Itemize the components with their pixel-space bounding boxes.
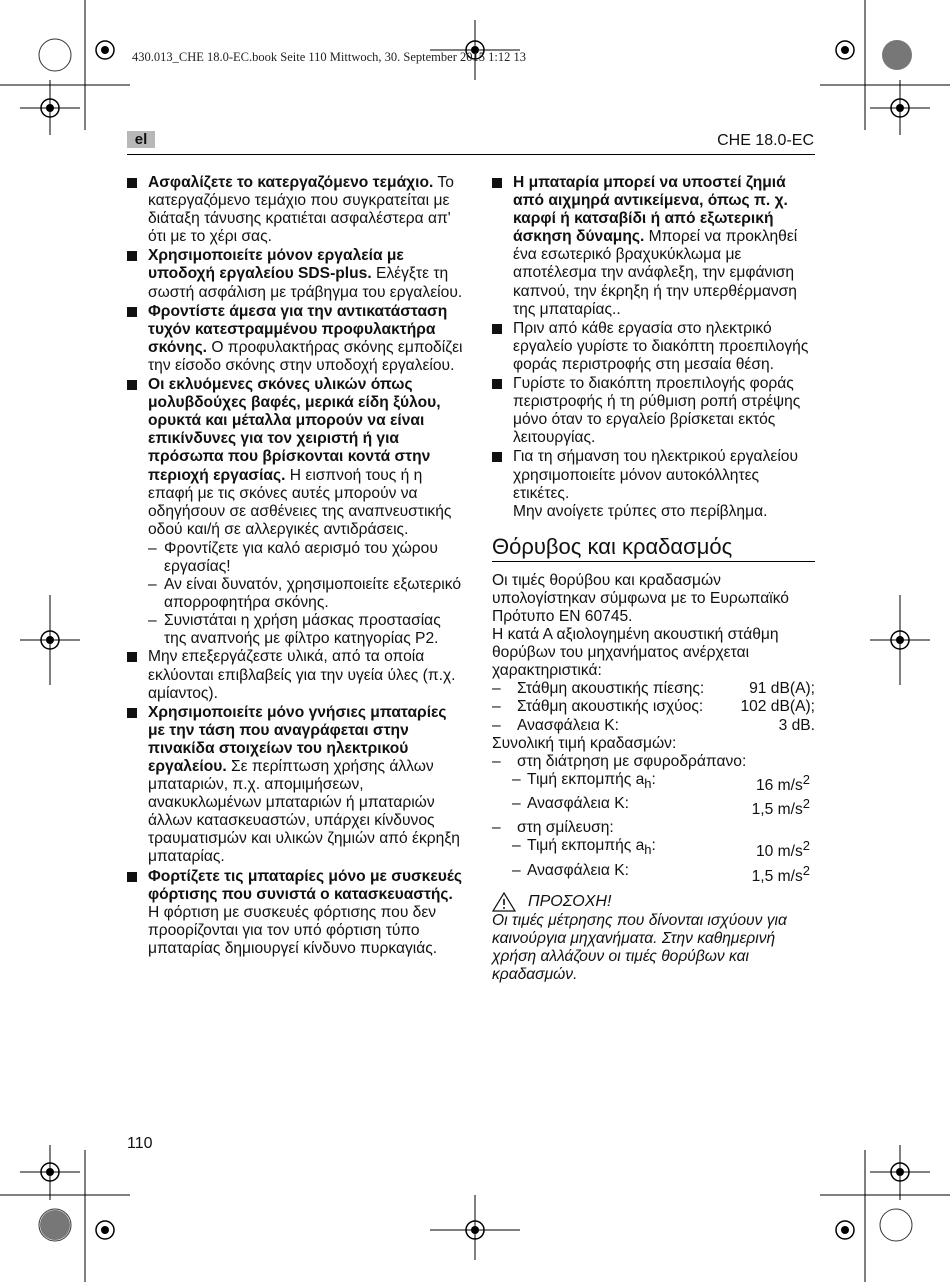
dash-item: – Αν είναι δυνατόν, χρησιμοποιείτε εξωτερικό απορροφητήρα σκόνης. [127,576,467,612]
vibration-row: – Τιμή εκπομπής $a_h$: 16 $m/s^2$ [512,770,810,794]
bullet-item: Φροντίστε άμεσα για την αντικατάσταση τυχόν κατεστραμμένου προφυλακτήρα σκόνης. Ο προφυλακτήρας σκόνης εμποδίζει την είσοδο σκόνης στην υποδοχή εργαλείου. [127,303,467,375]
dash-item: – Συνιστάται η χρήση μάσκας προστασίας της αναπνοής με φίλτρο κατηγορίας P2. [127,612,467,648]
dash-item: – Φροντίζετε για καλό αερισμό του χώρου εργασίας! [127,540,467,576]
vibration-row: – Ανασφάλεια K: 1,5 $m/s^2$ [512,861,810,885]
print-slug: 430.013_CHE 18.0-EC.book Seite 110 Mittwoch, 30. September 2015 1:12 13 [132,50,526,64]
bullet-item: Η μπαταρία μπορεί να υποστεί ζημιά από αιχμηρά αντικείμενα, όπως π. χ. καρφί ή κατσαβίδι ή από εξωτερική άσκηση δύναμης. Μπορεί να προκληθεί ένα εσωτερικό βραχυκύκλωμα με αποτέλεσμα την ανάφλεξη, την εμφάνιση καπνού, την έκρηξη ή την υπερθέρμανση της μπαταρίας.. [492,174,815,319]
bullet-item: Φορτίζετε τις μπαταρίες μόνο με συσκευές φόρτισης που συνιστά ο κατασκευαστής. Η φόρτιση με συσκευές φόρτισης που δεν προορίζονται για τον υπό φόρτιση τύπο μπαταρίας δημιουργεί κίνδυνο πυρκαγιάς. [127,868,467,958]
noise-row: – Ανασφάλεια K: 3 dB. [492,716,815,734]
bullet-item: Χρησιμοποιείτε μόνο γνήσιες μπαταρίες με την τάση που αναγράφεται στην πινακίδα στοιχείων του ηλεκτρικού εργαλείου. Σε περίπτωση χρήσης άλλων μπαταριών, π.χ. απομιμήσεων, ανακυκλωμένων μπαταριών ή μπαταριών άλλων κατασκευαστών, υπάρχει κίνδυνος τραυματισμών και υλικών ζημιών από έκρηξη μπαταρίας. [127,704,467,867]
vibration-title: Συνολική τιμή κραδασμών: [492,734,677,752]
vibration-mode: – στη διάτρηση με σφυροδράπανο: [492,752,747,770]
bullet-item: Πριν από κάθε εργασία στο ηλεκτρικό εργαλείο γυρίστε το διακόπτη προεπιλογής φοράς περιστροφής στη μεσαία θέση. [492,320,815,374]
page-number: 110 [127,1135,153,1152]
left-column [127,174,467,959]
bullet-item: Χρησιμοποιείτε μόνον εργαλεία με υποδοχή εργαλείου SDS-plus. Ελέγξτε τη σωστή ασφάλιση με τράβηγμα του εργαλείου. [127,247,467,301]
bullet-item: Για τη σήμανση του ηλεκτρικού εργαλείου χρησιμοποιείτε μόνον αυτοκόλλητες ετικέτες. Μην ανοίγετε τρύπες στο περίβλημα. [492,448,815,520]
warning-label: ΠΡΟΣΟΧΗ! [528,892,612,910]
bullet-item: Γυρίστε το διακόπτη προεπιλογής φοράς περιστροφής ή τη ρύθμιση ροπή στρέψης μόνο όταν το εργαλείο βρίσκεται εκτός λειτουργίας. [492,375,815,447]
noise-intro: Οι τιμές θορύβου και κραδασμών υπολογίστηκαν σύμφωνα με το Ευρωπαϊκό Πρότυπο EN 60745. [492,571,789,625]
section-heading: Θόρυβος και κραδασμός [492,534,815,562]
model-header: CHE 18.0-EC [717,132,814,149]
warning-triangle-icon [492,892,516,912]
warning-text: Οι τιμές μέτρησης που δίνονται ισχύουν για καινούργια μηχανήματα. Στην καθημερινή χρήση αλλάζουν οι τιμές θορύβων και κραδασμών. [492,912,787,984]
right-column [492,174,815,984]
vibration-mode: – στη σμίλευση: [492,819,614,837]
warning-header [492,892,815,912]
bullet-item: Οι εκλυόμενες σκόνες υλικών όπως μολυβδούχες βαφές, μερικά είδη ξύλου, ορυκτά και μέταλλα μπορούν να είναι επικίνδυνες για τον χειριστή ή για πρόσωπα που βρίσκονται κοντά στην περιοχή εργασίας. Η εισπνοή τους ή η επαφή με τις σκόνες αυτές μπορούν να οδηγήσουν σε ασθένειες της αναπνευστικής οδού και/ή σε αλλεργικές αντιδράσεις. [127,376,467,539]
vibration-row: – Τιμή εκπομπής $a_h$: 10 $m/s^2$ [512,837,810,861]
vibration-row: – Ανασφάλεια K: 1,5 $m/s^2$ [512,795,810,819]
noise-row: – Στάθμη ακουστικής πίεσης: 91 dB(A); [492,680,815,698]
language-badge: el [127,131,155,148]
noise-level-intro: Η κατά Α αξιολογημένη ακουστική στάθμη θορύβων του μηχανήματος ανέρχεται χαρακτηριστικά: [492,626,779,680]
noise-row: – Στάθμη ακουστικής ισχύος: 102 dB(A); [492,698,815,716]
bullet-item: Ασφαλίζετε το κατεργαζόμενο τεμάχιο. Το κατεργαζόμενο τεμάχιο που συγκρατείται με διάταξη τάνυσης κρατιέται ασφαλέστερα απ' ότι με το χέρι σας. [127,174,467,246]
bullet-item: Μην επεξεργάζεστε υλικά, από τα οποία εκλύονται επιβλαβείς για την υγεία ύλες (π.χ. αμίαντος). [127,648,467,702]
header-rule [127,154,815,155]
